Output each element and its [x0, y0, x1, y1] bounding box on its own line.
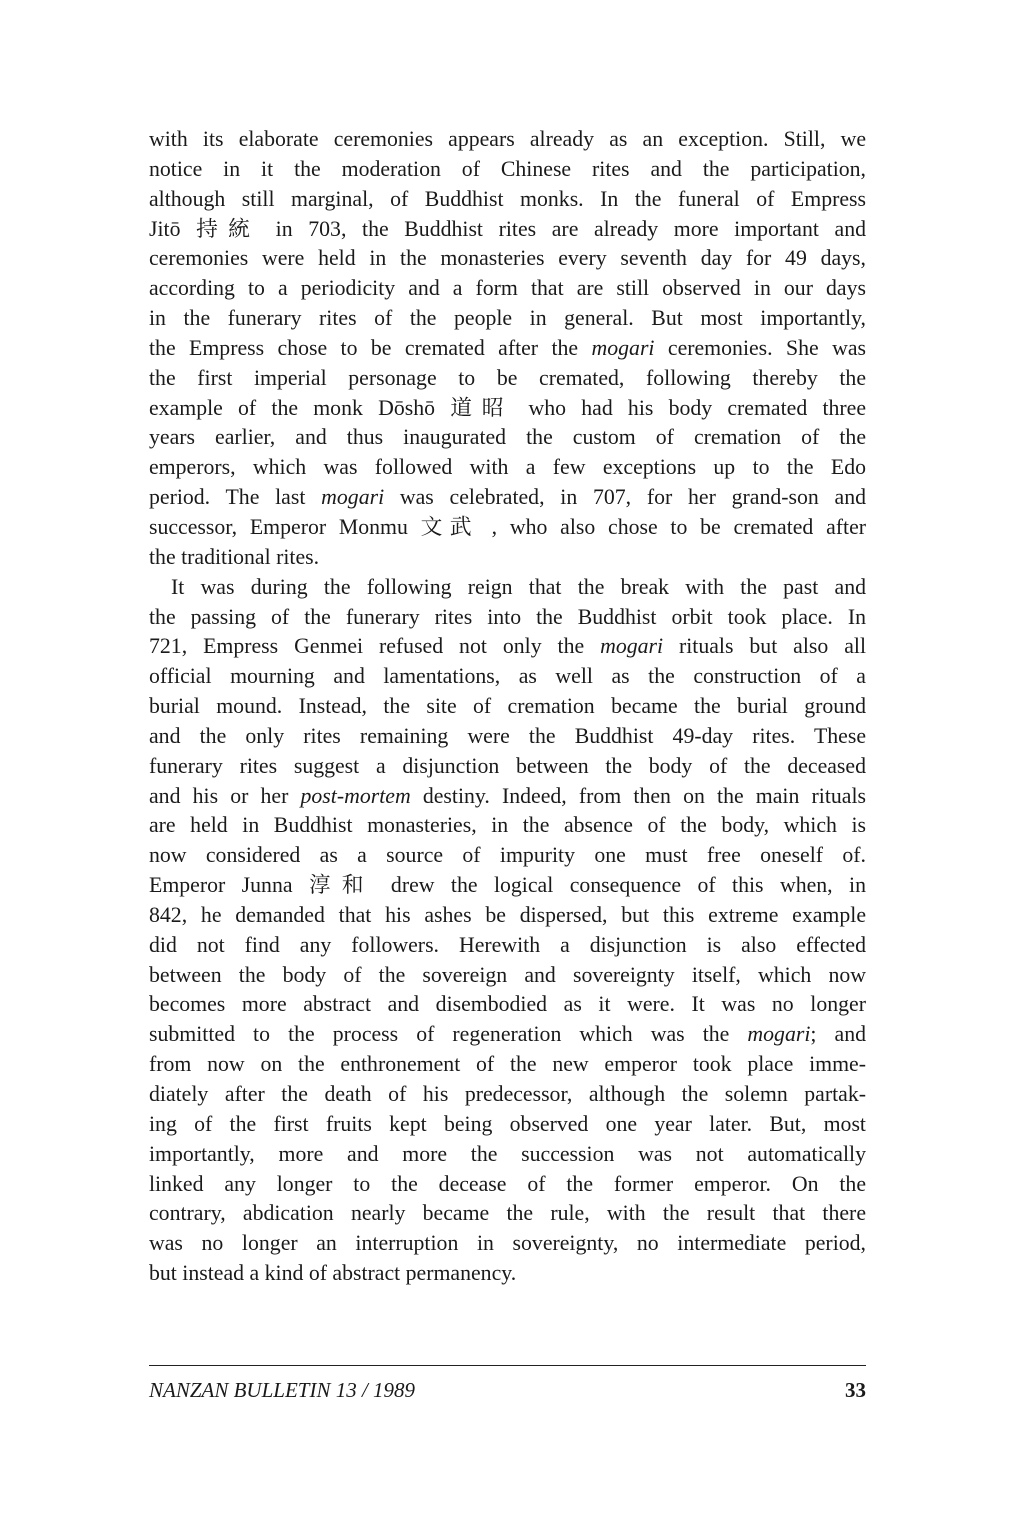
text-line	[149, 483, 866, 513]
text-run: diately after the death of his predecessor, although the solemn partak-	[149, 1082, 866, 1106]
text-line	[149, 185, 866, 215]
text-run: rituals but also all	[663, 634, 867, 659]
text-line	[149, 811, 866, 841]
body-text	[149, 125, 866, 1289]
text-run: example of the monk Dōshō 道昭 who had his body cremated three	[149, 395, 866, 420]
text-run: was no longer an interruption in sovereignty, no intermediate period,	[149, 1231, 866, 1256]
footer-rule	[149, 1365, 866, 1366]
text-run: ing of the first fruits kept being observed one year later. But, most	[149, 1111, 866, 1136]
text-run: ceremonies were held in the monasteries every seventh day for 49 days,	[149, 246, 866, 271]
text-run: the passing of the funerary rites into the Buddhist orbit took place. In	[149, 604, 866, 629]
text-line	[149, 722, 866, 752]
text-line	[149, 961, 866, 991]
text-line	[149, 1050, 866, 1080]
text-run: but instead a kind of abstract permanency.	[149, 1261, 517, 1286]
text-run: with its elaborate ceremonies appears already as an exception. Still, we	[149, 127, 866, 151]
text-run: 842, he demanded that his ashes be dispersed, but this extreme example	[149, 902, 866, 927]
text-run: now considered as a source of impurity one must free oneself of.	[149, 843, 866, 868]
text-run: funerary rites suggest a disjunction between the body of the deceased	[149, 753, 866, 778]
text-run: Emperor Junna 淳和 drew the logical consequence of this when, in	[149, 873, 866, 898]
text-run: are held in Buddhist monasteries, in the absence of the body, which is	[149, 813, 866, 838]
text-run: period. The last	[149, 485, 322, 510]
text-line	[149, 274, 866, 304]
text-line	[149, 603, 866, 633]
text-run: between the body of the sovereign and sovereignty itself, which now	[149, 962, 866, 987]
italic-term: mogari	[747, 1022, 811, 1047]
text-line	[149, 1259, 866, 1289]
text-run: was celebrated, in 707, for her grand-son and	[384, 485, 867, 510]
text-run: and the only rites remaining were the Buddhist 49-day rites. These	[149, 723, 866, 748]
text-run: although still marginal, of Buddhist monks. In the funeral of Empress	[149, 186, 866, 211]
text-line	[149, 1110, 866, 1140]
text-run: It was during the following reign that the break with the past and	[171, 574, 866, 599]
text-line	[149, 573, 866, 603]
text-line	[149, 1170, 866, 1200]
text-line	[149, 453, 866, 483]
text-run: the Empress chose to be cremated after the	[149, 335, 592, 360]
text-line	[149, 632, 866, 662]
text-run: submitted to the process of regeneration which was the	[149, 1022, 748, 1047]
text-run: according to a periodicity and a form that are still observed in our days	[149, 276, 866, 301]
italic-term: post-mortem	[300, 783, 411, 808]
text-line	[149, 752, 866, 782]
text-line	[149, 215, 866, 245]
text-run: successor, Emperor Monmu 文武 , who also chose to be cremated after	[149, 514, 866, 539]
text-run: linked any longer to the decease of the former emperor. On the	[149, 1171, 866, 1196]
text-line	[149, 782, 866, 812]
italic-term: mogari	[321, 485, 385, 510]
text-run: burial mound. Instead, the site of cremation became the burial ground	[149, 694, 866, 719]
text-run: ; and	[810, 1022, 867, 1047]
text-line	[149, 931, 866, 961]
text-line	[149, 423, 866, 453]
text-run: Jitō 持統 in 703, the Buddhist rites are already more important and	[149, 216, 866, 241]
text-line	[149, 244, 866, 274]
text-run: importantly, more and more the succession was not automatically	[149, 1141, 866, 1166]
text-line	[149, 990, 866, 1020]
text-run: years earlier, and thus inaugurated the custom of cremation of the	[149, 425, 866, 450]
text-run: official mourning and lamentations, as well as the construction of a	[149, 664, 866, 689]
text-line	[149, 125, 866, 155]
text-run: emperors, which was followed with a few exceptions up to the Edo	[149, 455, 866, 480]
text-run: destiny. Indeed, from then on the main rituals	[410, 783, 867, 808]
paragraph	[149, 573, 866, 1289]
text-line	[149, 1199, 866, 1229]
italic-term: mogari	[591, 335, 655, 360]
text-line	[149, 1140, 866, 1170]
text-line	[149, 1020, 866, 1050]
text-line	[149, 871, 866, 901]
text-run: from now on the enthronement of the new emperor took place imme-	[149, 1052, 866, 1077]
text-line	[149, 513, 866, 543]
text-run: ceremonies. She was	[654, 335, 867, 360]
page-footer	[149, 1378, 866, 1403]
text-run: notice in it the moderation of Chinese rites and the participation,	[149, 156, 866, 181]
text-line	[149, 334, 866, 364]
text-line	[149, 1229, 866, 1259]
text-line	[149, 364, 866, 394]
text-run: did not find any followers. Herewith a disjunction is also effected	[149, 932, 866, 957]
text-line	[149, 155, 866, 185]
text-line	[149, 901, 866, 931]
text-run: 721, Empress Genmei refused not only the	[149, 634, 601, 659]
text-run: in the funerary rites of the people in general. But most importantly,	[149, 306, 866, 331]
text-line	[149, 543, 866, 573]
text-line	[149, 1080, 866, 1110]
journal-title: NANZAN BULLETIN	[149, 1378, 331, 1402]
text-run: contrary, abdication nearly became the rule, with the result that there	[149, 1201, 866, 1226]
text-run: the traditional rites.	[149, 544, 320, 569]
text-run: the first imperial personage to be cremated, following thereby the	[149, 365, 866, 390]
page-number: 33	[845, 1378, 866, 1402]
text-line	[149, 692, 866, 722]
text-line	[149, 841, 866, 871]
text-line	[149, 662, 866, 692]
text-line	[149, 394, 866, 424]
text-run: becomes more abstract and disembodied as it were. It was no longer	[149, 992, 866, 1017]
paragraph	[149, 125, 866, 573]
italic-term: mogari	[600, 634, 664, 659]
text-line	[149, 304, 866, 334]
journal-citation: NANZAN BULLETIN 13 / 1989	[149, 1378, 416, 1402]
text-run: and his or her	[149, 783, 301, 808]
